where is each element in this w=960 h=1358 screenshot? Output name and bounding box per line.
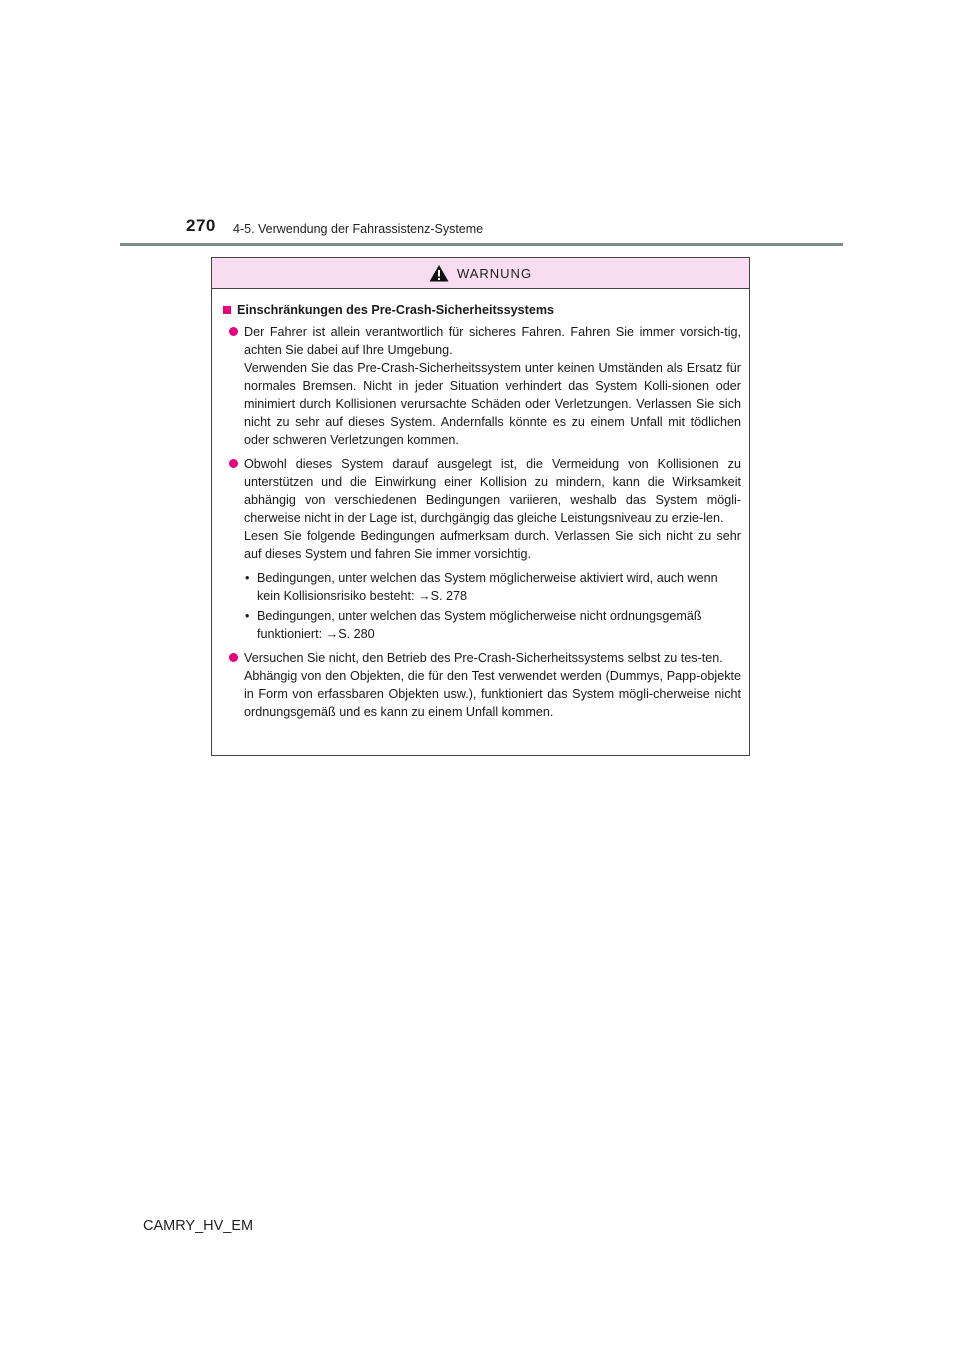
- circle-bullet-icon: [229, 459, 238, 468]
- warning-triangle-icon: [429, 264, 449, 282]
- warning-item: [222, 455, 741, 643]
- sub-list-marker: •: [245, 609, 250, 623]
- sub-list-text: Bedingungen, unter welchen das System möglicherweise aktiviert wird, auch wenn kein Kollisionsrisiko besteht: →S. 278: [257, 571, 718, 603]
- item-paragraph: Abhängig von den Objekten, die für den Test verwendet werden (Dummys, Papp-objekte in Form von erfassbaren Objekten usw.), funktioniert das System mögli-cherweise nicht ordnungsgemäß und es kann zu einem Unfall kommen.: [244, 669, 741, 719]
- circle-bullet-icon: [229, 327, 238, 336]
- warning-box: [211, 257, 750, 756]
- warning-subheading: [222, 301, 741, 319]
- warning-header: [212, 258, 749, 289]
- item-paragraph: Versuchen Sie nicht, den Betrieb des Pre-Crash-Sicherheitssystems selbst zu tes-ten.: [244, 651, 723, 665]
- header-rule: [120, 243, 843, 246]
- item-paragraph: Der Fahrer ist allein verantwortlich für sicheres Fahren. Fahren Sie immer vorsich-tig, achten Sie dabei auf Ihre Umgebung.: [244, 325, 741, 357]
- sub-list-marker: •: [245, 571, 250, 585]
- sub-list-item: [244, 569, 741, 605]
- section-title: 4-5. Verwendung der Fahrassistenz-Systeme: [233, 222, 484, 236]
- warning-item: [222, 323, 741, 449]
- circle-bullet-icon: [229, 653, 238, 662]
- item-paragraph: Verwenden Sie das Pre-Crash-Sicherheitssystem unter keinen Umständen als Ersatz für normales Bremsen. Nicht in jeder Situation verhindert das System Kolli-sionen oder minimiert durch Kollisionen verursachte Schäden oder Verletzungen. Verlassen Sie sich nicht zu sehr auf dieses System. Andernfalls könnte es zu einem Unfall mit tödlichen oder schweren Verletzungen kommen.: [244, 361, 741, 447]
- warning-label: WARNUNG: [456, 265, 533, 281]
- sub-list-item: [244, 607, 741, 643]
- sub-list-text: Bedingungen, unter welchen das System möglicherweise nicht ordnungsgemäß funktioniert: →S. 280: [257, 609, 702, 641]
- sub-list: [244, 569, 741, 643]
- footer-manual-code: CAMRY_HV_EM: [143, 1218, 254, 1234]
- item-paragraph: Obwohl dieses System darauf ausgelegt ist, die Vermeidung von Kollisionen zu unterstützen und die Einwirkung einer Kollision zu mindern, kann die Wirksamkeit abhängig von verschiedenen Bedingungen variieren, weshalb das System mögli-cherweise nicht in der Lage ist, durchgängig das gleiche Leistungsniveau zu erzie-len.: [244, 457, 741, 525]
- warning-body: [212, 289, 749, 721]
- square-bullet-icon: [223, 306, 231, 314]
- subheading-text: Einschränkungen des Pre-Crash-Sicherheitssystems: [237, 303, 555, 317]
- warning-item: [222, 649, 741, 721]
- item-paragraph: Lesen Sie folgende Bedingungen aufmerksam durch. Verlassen Sie sich nicht zu sehr auf dieses System und fahren Sie immer vorsichtig.: [244, 529, 741, 561]
- page-number: 270: [186, 216, 216, 235]
